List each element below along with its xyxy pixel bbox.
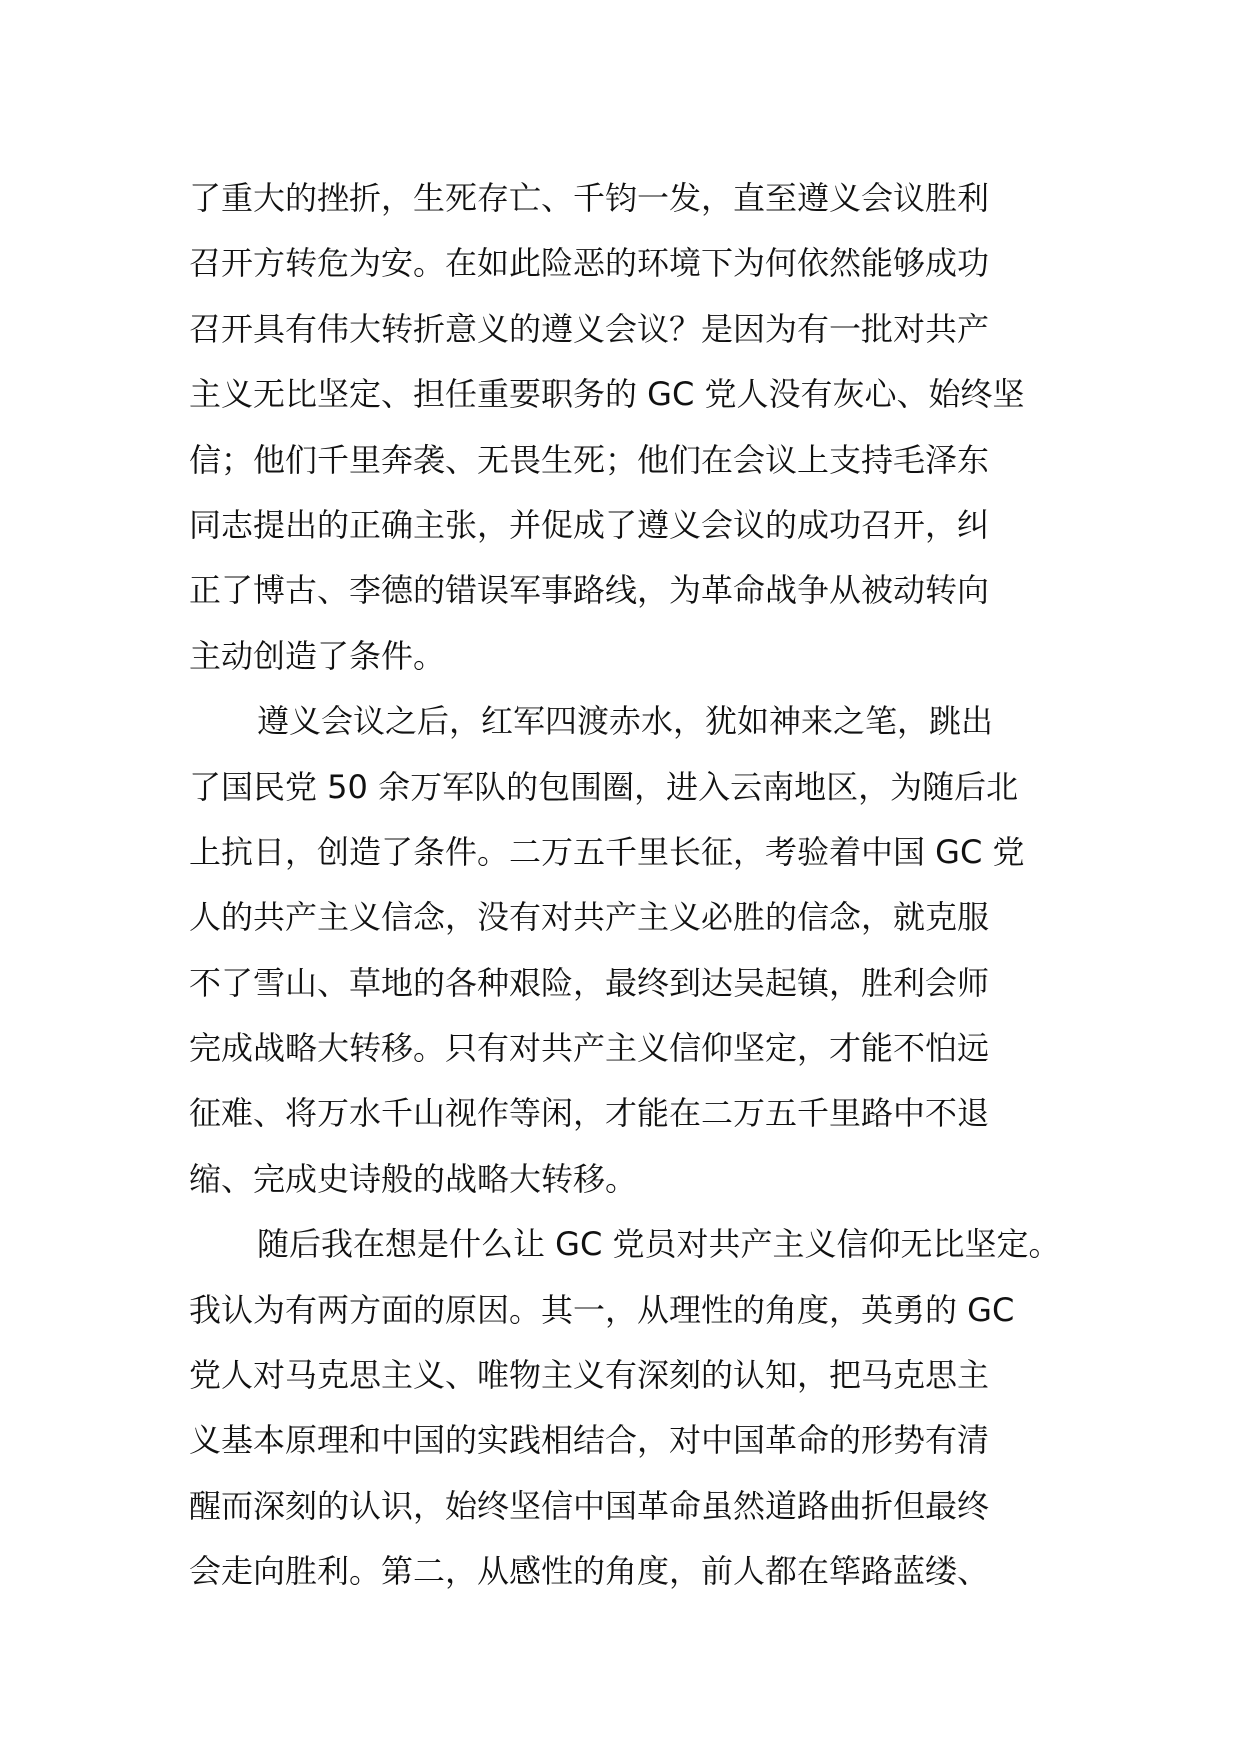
text-line: 了国民党 50 余万军队的包围圈，进入云南地区，为随后北 — [189, 767, 1019, 806]
text-line: 上抗日，创造了条件。二万五千里长征，考验着中国 GC 党 — [189, 832, 1025, 871]
text-line: 正了博古、李德的错误军事路线，为革命战争从被动转向 — [189, 571, 990, 610]
text-line: 缩、完成史诗般的战略大转移。 — [189, 1159, 638, 1198]
text-line: 召开具有伟大转折意义的遵义会议？是因为有一批对共产 — [189, 309, 990, 348]
text-line: 信；他们千里奔袭、无畏生死；他们在会议上支持毛泽东 — [189, 440, 990, 479]
text-line: 主动创造了条件。 — [189, 636, 446, 675]
text-line: 征难、将万水千山视作等闲，才能在二万五千里路中不退 — [189, 1094, 990, 1133]
text-line: 了重大的挫折，生死存亡、千钧一发，直至遵义会议胜利 — [189, 179, 990, 217]
text-line: 党人对马克思主义、唯物主义有深刻的认知，把马克思主 — [189, 1356, 990, 1395]
text-line: 完成战略大转移。只有对共产主义信仰坚定，才能不怕远 — [189, 1029, 990, 1068]
text-line: 遵义会议之后，红军四渡赤水，犹如神来之笔，跳出 — [257, 702, 994, 741]
text-line: 人的共产主义信念，没有对共产主义必胜的信念，就克服 — [189, 898, 990, 937]
text-line: 不了雪山、草地的各种艰险，最终到达吴起镇，胜利会师 — [189, 963, 990, 1002]
text-line: 我认为有两方面的原因。其一，从理性的角度，英勇的 GC — [189, 1290, 1015, 1329]
text-line: 会走向胜利。第二，从感性的角度，前人都在筚路蓝缕、 — [189, 1552, 990, 1591]
text-line: 醒而深刻的认识，始终坚信中国革命虽然道路曲折但最终 — [189, 1486, 990, 1525]
body-text — [189, 166, 1069, 1605]
paragraph-2 — [189, 689, 1069, 1212]
text-line: 主义无比坚定、担任重要职务的 GC 党人没有灰心、始终坚 — [189, 375, 1025, 414]
text-line: 随后我在想是什么让 GC 党员对共产主义信仰无比坚定。 — [257, 1225, 1061, 1264]
paragraph-1 — [189, 166, 1069, 689]
text-line: 同志提出的正确主张，并促成了遵义会议的成功召开，纠 — [189, 505, 990, 544]
text-line: 义基本原理和中国的实践相结合，对中国革命的形势有清 — [189, 1421, 990, 1460]
text-line: 召开方转危为安。在如此险恶的环境下为何依然能够成功 — [189, 244, 990, 283]
paragraph-3 — [189, 1212, 1069, 1604]
